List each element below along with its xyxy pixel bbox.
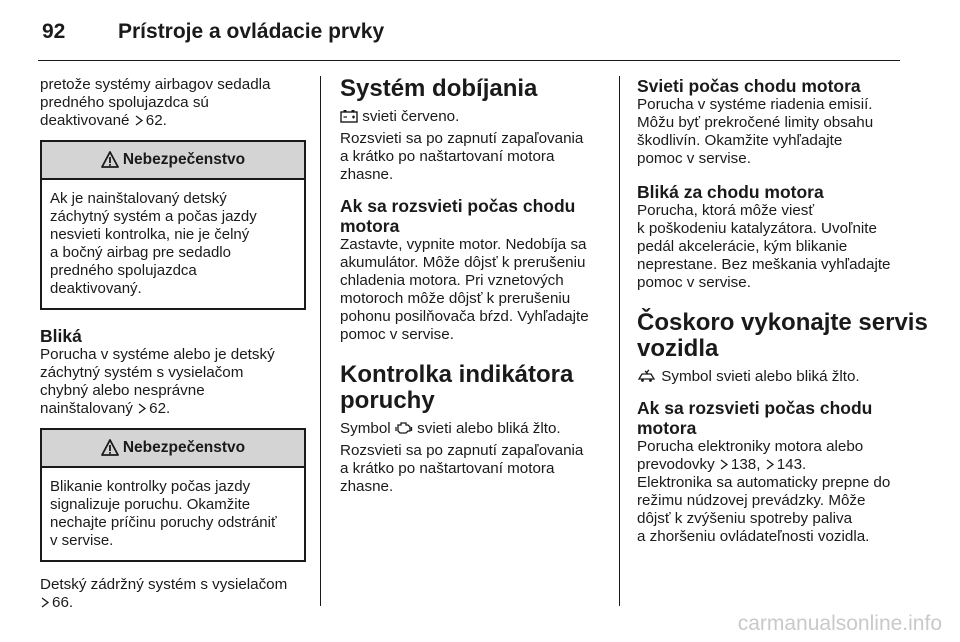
mil-paragraph: Rozsvieti sa po zapnutí zapaľovania a krátko po naštartovaní motora zhasne. [340, 442, 584, 495]
wrench-car-icon [637, 369, 657, 383]
section-heading-lit-running: Svieti počas chodu motora [637, 76, 861, 96]
column-2 [340, 76, 605, 500]
column-divider-2 [619, 76, 620, 606]
intro-paragraph: pretože systémy airbagov sedadla predného spolujazdca sú deaktivované 62. [40, 76, 271, 129]
column-divider-1 [320, 76, 321, 606]
section-heading-mil: Kontrolka indikátora poruchy [340, 361, 574, 414]
column-3 [637, 76, 928, 550]
section-heading-running-2: Ak sa rozsvieti počas chodu motora [637, 398, 873, 438]
engine-check-icon [395, 421, 413, 435]
page-title: Prístroje a ovládacie prvky [118, 20, 385, 43]
danger-box-header: Nebezpečenstvo [42, 430, 304, 468]
charging-lit-line: svieti červeno. [340, 108, 605, 126]
page-ref-arrow-icon [765, 459, 775, 470]
section-heading-service: Čoskoro vykonajte servis vozidla [637, 309, 928, 362]
page-ref-link[interactable]: 138, [730, 456, 761, 473]
section-heading-charging: Systém dobíjania [340, 75, 538, 102]
page-header [38, 18, 900, 61]
column-1 [40, 76, 306, 616]
page-ref-link[interactable]: 143. [776, 456, 807, 473]
lit-running-paragraph: Porucha v systéme riadenia emisií. Môžu byť prekročené limity obsahu škodlivín. Okamžite vyhľadajte pomoc v servise. [637, 96, 874, 167]
page-ref-link[interactable]: 62. [149, 400, 171, 417]
section-heading-blika: Bliká [40, 326, 82, 346]
page-ref-arrow-icon [137, 403, 147, 414]
watermark: carmanualsonline.info [737, 612, 942, 635]
flash-running-paragraph: Porucha, ktorá môže viesť k poškodeniu katalyzátora. Uvoľnite pedál akcelerácie, kým blikanie neprestane. Bez meškania vyhľadajte pomoc v servise. [637, 202, 891, 291]
page-ref-link[interactable]: 66. [52, 594, 74, 611]
outro-paragraph: Detský zádržný systém s vysielačom 66. [40, 576, 288, 611]
charging-paragraph: Rozsvieti sa po zapnutí zapaľovania a krátko po naštartovaní motora zhasne. [340, 130, 584, 183]
running-paragraph: Zastavte, vypnite motor. Nedobíja sa akumulátor. Môže dôjsť k prerušeniu chladenia motora. Pri vznetových motoroch môže dôjsť k prerušeniu pohonu posilňovača bŕzd. Vyhľadajte pomoc v servise. [340, 236, 589, 343]
mil-symbol-line: Symbol svieti alebo bliká žlto. [340, 420, 561, 437]
page-ref-link[interactable]: 62. [145, 112, 167, 129]
danger-box-1 [40, 140, 306, 310]
danger-box-header: Nebezpečenstvo [42, 142, 304, 180]
battery-icon [340, 109, 358, 123]
blika-paragraph: Porucha v systéme alebo je detský záchytný systém s vysielačom chybný alebo nesprávne nainštalovaný 62. [40, 346, 275, 417]
running2-paragraph: Porucha elektroniky motora alebo prevodovky 138, 143. Elektronika sa automaticky prepne do režimu núdzovej prevádzky. Môže dôjsť k zvýšeniu spotreby paliva a zhoršeniu ovládateľnosti vozidla. [637, 438, 891, 545]
danger-box-text: Blikanie kontrolky počas jazdy signalizuje poruchu. Okamžite nechajte príčinu poruchy odstrániť v servise. [50, 478, 277, 549]
warning-triangle-icon [101, 151, 119, 169]
danger-box-text: Ak je nainštalovaný detský záchytný systém a počas jazdy nesvieti kontrolka, nie je čelný a bočný airbag pre sedadlo predného spolujazdca deaktivovaný. [50, 190, 257, 297]
page-number: 92 [42, 20, 66, 43]
service-symbol-line: Symbol svieti alebo bliká žlto. [637, 368, 907, 386]
page-ref-arrow-icon [40, 597, 50, 608]
section-heading-flash-running: Bliká za chodu motora [637, 182, 824, 202]
danger-box-2 [40, 428, 306, 562]
warning-triangle-icon [101, 439, 119, 457]
section-heading-running: Ak sa rozsvieti počas chodu motora [340, 196, 576, 236]
page-ref-arrow-icon [134, 115, 144, 126]
page-ref-arrow-icon [719, 459, 729, 470]
